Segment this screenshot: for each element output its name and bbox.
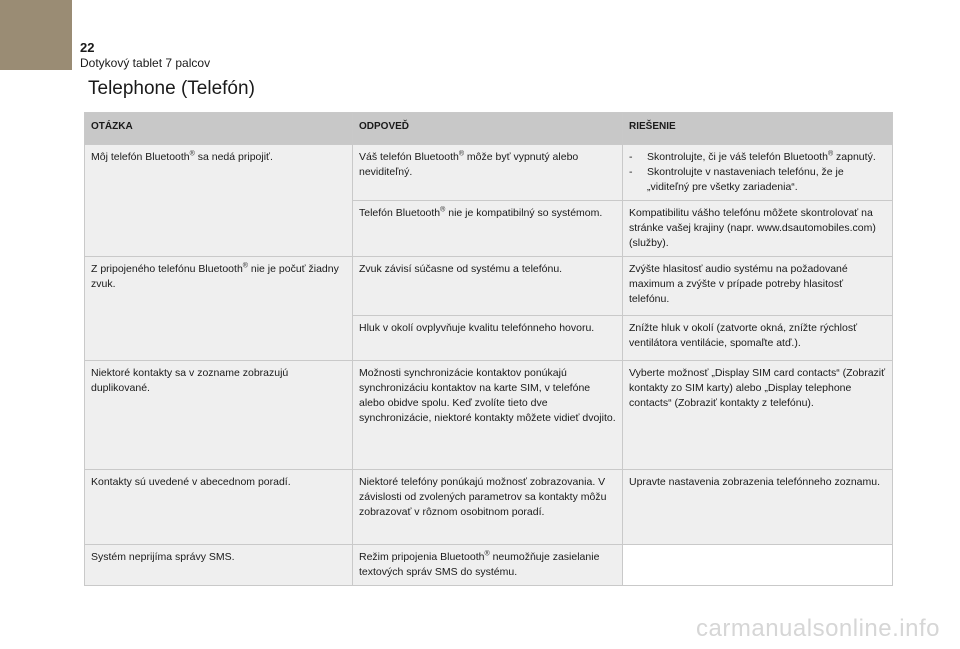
answer-cell: Zvuk závisí súčasne od systému a telefónu. bbox=[353, 257, 623, 316]
question-text: sa nedá pripojiť. bbox=[194, 151, 273, 163]
table-row bbox=[85, 545, 893, 586]
registered-mark: ® bbox=[242, 262, 248, 270]
page-title: Telephone (Telefón) bbox=[88, 78, 255, 99]
answer-cell: Možnosti synchronizácie kontaktov ponúkajú synchronizáciu kontaktov na karte SIM, v telefóne alebo obidve spolu. Keď zvolíte tieto dve synchronizácie, niektoré kontakty môžete vidieť dvojito. bbox=[353, 361, 623, 470]
answer-text: Telefón Bluetooth bbox=[359, 207, 441, 219]
answer-cell: Niektoré telefóny ponúkajú možnosť zobrazovania. V závislosti od zvolených parametrov sa kontakty môžu zobrazovať v rôznom osobitnom poradí. bbox=[353, 470, 623, 545]
solution-cell: Zvýšte hlasitosť audio systému na požadované maximum a zvýšte v prípade potreby hlasitosť telefónu. bbox=[623, 257, 893, 316]
registered-mark: ® bbox=[458, 150, 464, 158]
answer-cell bbox=[353, 545, 623, 586]
answer-text: Režim pripojenia Bluetooth bbox=[359, 551, 485, 563]
column-header-solution: RIEŠENIE bbox=[623, 113, 893, 145]
question-cell bbox=[85, 257, 353, 361]
question-cell: Systém neprijíma správy SMS. bbox=[85, 545, 353, 586]
solution-cell: Kompatibilitu vášho telefónu môžete skontrolovať na stránke vašej krajiny (napr. www.dsautomobiles.com) (služby). bbox=[623, 201, 893, 257]
answer-text: neumožňuje zasielanie textových správ SMS do systému. bbox=[359, 551, 600, 578]
list-item: - Skontrolujte, či je váš telefón Bluetooth® zapnutý. bbox=[629, 150, 886, 165]
column-header-question: OTÁZKA bbox=[85, 113, 353, 145]
column-header-answer: ODPOVEĎ bbox=[353, 113, 623, 145]
answer-text: nie je kompatibilný so systémom. bbox=[445, 207, 603, 219]
answer-cell bbox=[353, 145, 623, 201]
table-header-row bbox=[85, 113, 893, 145]
question-cell bbox=[85, 145, 353, 257]
answer-text: môže byť vypnutý alebo neviditeľný. bbox=[359, 151, 579, 178]
solution-cell bbox=[623, 145, 893, 201]
registered-mark: ® bbox=[484, 550, 490, 558]
answer-cell: Hluk v okolí ovplyvňuje kvalitu telefónneho hovoru. bbox=[353, 316, 623, 361]
question-text: Môj telefón Bluetooth bbox=[91, 151, 190, 163]
question-text: Z pripojeného telefónu Bluetooth bbox=[91, 263, 243, 275]
question-cell: Kontakty sú uvedené v abecednom poradí. bbox=[85, 470, 353, 545]
registered-mark: ® bbox=[827, 150, 834, 158]
watermark: carmanualsonline.info bbox=[696, 615, 940, 642]
solution-cell: Znížte hluk v okolí (zatvorte okná, znížte rýchlosť ventilátora ventilácie, spomaľte atď.). bbox=[623, 316, 893, 361]
troubleshooting-table bbox=[84, 112, 893, 586]
list-item: - Skontrolujte v nastaveniach telefónu, že je „viditeľný pre všetky zariadenia“. bbox=[629, 165, 886, 195]
table-row bbox=[85, 145, 893, 201]
answer-text: Váš telefón Bluetooth bbox=[359, 151, 459, 163]
corner-tab bbox=[0, 0, 72, 70]
table-row bbox=[85, 470, 893, 545]
table-row bbox=[85, 361, 893, 470]
solution-cell: Upravte nastavenia zobrazenia telefónneho zoznamu. bbox=[623, 470, 893, 545]
question-text: nie je počuť žiadny zvuk. bbox=[91, 263, 339, 290]
table-row bbox=[85, 257, 893, 316]
section-subtitle: Dotykový tablet 7 palcov bbox=[80, 56, 211, 70]
registered-mark: ® bbox=[189, 150, 195, 158]
solution-cell: Vyberte možnosť „Display SIM card contacts“ (Zobraziť kontakty zo SIM karty) alebo „Display telephone contacts“ (Zobraziť kontakty z telefónu). bbox=[623, 361, 893, 470]
solution-list bbox=[629, 150, 886, 195]
registered-mark: ® bbox=[440, 206, 446, 214]
answer-cell bbox=[353, 201, 623, 257]
question-cell: Niektoré kontakty sa v zozname zobrazujú duplikované. bbox=[85, 361, 353, 470]
page-number: 22 bbox=[80, 40, 95, 55]
solution-cell-empty bbox=[623, 545, 893, 586]
